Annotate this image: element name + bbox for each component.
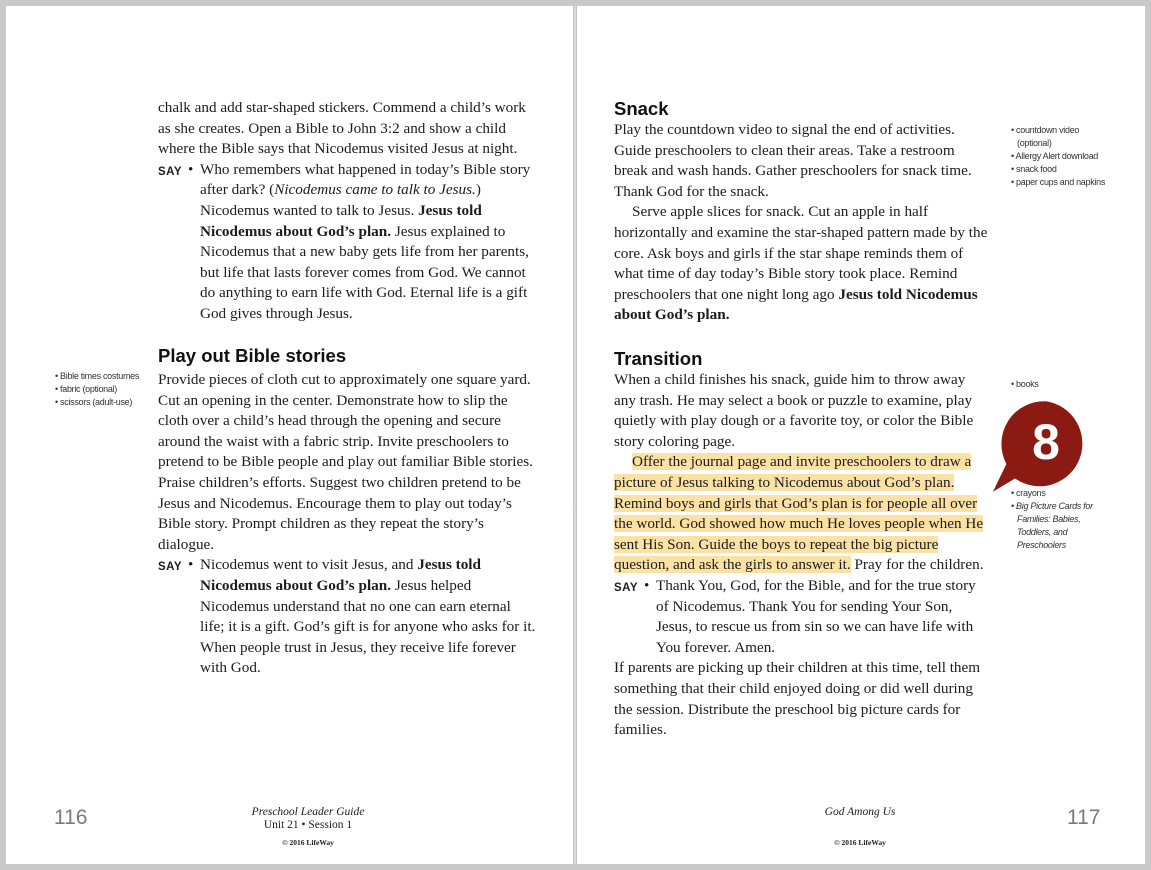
play-out-paragraph: Provide pieces of cloth cut to approximately one square yard. Cut an opening in the center. Demonstrate how to slip the cloth over a child’s head through the opening and secure around the waist with a fabric strip. Invite preschoolers to pretend to be Bible people and play out familiar Bible stories. Praise children’s efforts. Suggest two children pretend to be Jesus and Nicodemus. Encourage them to play out today’s Bible story. Prompt children as they repeat the story’s dialogue. (158, 371, 533, 553)
paragraph-text: Serve apple slices for snack. Cut an apple in half horizontally and examine the star-shaped pattern made by the core. Ask boys and girls if the star shape reminds them of what time of day today’s Bible story took place. Remind preschoolers that one night long ago (614, 203, 988, 303)
snack-supplies-list (1011, 124, 1105, 189)
supply-item: • Big Picture Cards for (1011, 501, 1093, 511)
play-out-content (158, 370, 538, 679)
left-content (158, 98, 538, 325)
supply-item: • crayons (1011, 488, 1046, 498)
snack-content (614, 120, 989, 326)
page-number: 117 (1067, 806, 1101, 829)
section-heading-play-out: Play out Bible stories (158, 345, 347, 366)
say-block: SAY • Thank You, God, for the Bible, and for the true story of Nicodemus. Thank You for sending Your Son, Jesus, to rescue us from sin so we can have life with You forever. Amen. (614, 576, 989, 658)
say-text-part: Jesus explained to Nicodemus that a new baby gets life from her parents, but life that lasts forever comes from God. We cannot do anything to earn life with God. Eternal life is a gift God gives through Jesus. (200, 222, 529, 322)
say-label: SAY (158, 165, 183, 178)
paragraph-text: Pray for the children. (850, 556, 984, 574)
say-text (200, 160, 538, 325)
say-text-part: Nicodemus went to visit Jesus, and (200, 556, 418, 574)
book-title: God Among Us (824, 806, 896, 818)
right-page (577, 6, 1145, 864)
supply-item: Toddlers, and (1017, 527, 1068, 537)
say-text: Thank You, God, for the Bible, and for the true story of Nicodemus. Thank You for sending Your Son, Jesus, to rescue us from sin so we can have life with You forever. Amen. (656, 576, 976, 656)
copyright: © 2016 LifeWay (282, 838, 334, 847)
step-callout (987, 388, 1103, 504)
section-heading-transition: Transition (614, 348, 703, 369)
highlighted-text: Offer the journal page and invite preschoolers to draw a picture of Jesus talking to Nicodemus about God’s plan. Remind boys and girls that God’s plan is for people all over the world. God showed how much He loves people when He sent His Son. Guide the boys to repeat the big picture question, and ask the girls to answer it. (614, 453, 984, 574)
supply-item: • fabric (optional) (55, 384, 117, 394)
guide-title: Preschool Leader Guide (251, 806, 365, 818)
left-page (6, 6, 573, 864)
supplies-list (55, 370, 139, 409)
supply-item: • Allergy Alert download (1011, 151, 1099, 161)
say-block: SAY • Who remembers what happened in today’s Bible story after dark? (Nicodemus came to talk to Jesus.) Nicodemus wanted to talk to Jesus. Jesus told Nicodemus about God’s plan. Jesus explained to Nicodemus that a new baby gets life from her parents, but life that lasts forever comes from God. We cannot do anything to earn life with God. Eternal life is a gift God gives through Jesus. (158, 160, 538, 325)
continuation-paragraph: chalk and add star-shaped stickers. Commend a child’s work as she creates. Open a Bible to John 3:2 and show a child where the Bible says that Nicodemus visited Jesus at night. (158, 99, 526, 158)
snack-paragraph (614, 202, 989, 326)
supply-item: • books (1011, 379, 1039, 389)
snack-paragraph: Play the countdown video to signal the end of activities. Guide preschoolers to clean their areas. Take a restroom break and wash hands. Gather preschoolers for snack time. Thank God for the snack. (614, 121, 972, 200)
transition-paragraph: If parents are picking up their children at this time, tell them something that their child enjoyed doing or did well during the session. Distribute the preschool big picture cards for families. (614, 659, 981, 739)
transition-paragraph: When a child finishes his snack, guide him to throw away any trash. He may select a book or puzzle to examine, play quietly with play dough or a favorite toy, or color the Bible story coloring page. (614, 371, 974, 450)
supply-item: • paper cups and napkins (1011, 177, 1106, 187)
say-text-part: ) Nicodemus wanted to talk to Jesus. (200, 181, 481, 219)
say-text-italic: Nicodemus came to talk to Jesus. (274, 181, 476, 199)
left-footer (208, 806, 408, 849)
say-text-part: Jesus helped Nicodemus understand that no one can earn eternal life; it is a gift. God’s gift is for anyone who asks for it. When people trust in Jesus, they receive life forever with God. (200, 576, 536, 677)
supply-item: • snack food (1011, 164, 1057, 174)
unit-session: Unit 21 • Session 1 (263, 819, 353, 831)
section-heading-snack: Snack (614, 98, 669, 119)
key-statement: Jesus told Nicodemus about God’s plan. (200, 556, 481, 594)
say-label: SAY (158, 561, 183, 574)
right-footer (760, 806, 960, 849)
supply-item: (optional) (1017, 138, 1052, 148)
supply-item: Preschoolers (1017, 540, 1066, 550)
say-text-part: Who remembers what happened in today’s Bible story after dark? ( (200, 160, 531, 199)
supply-item: • scissors (adult-use) (55, 397, 133, 407)
callout-number: 8 (1032, 414, 1060, 470)
say-block: SAY • Nicodemus went to visit Jesus, and Jesus told Nicodemus about God’s plan. Jesus helped Nicodemus understand that no one can earn eternal life; it is a gift. God’s gift is for anyone who asks for it. When people trust in Jesus, they receive life forever with God. (158, 555, 538, 679)
page-number: 116 (54, 806, 88, 829)
supply-item: • Bible times costumes (55, 371, 140, 381)
key-statement: Jesus told Nicodemus about God’s plan. (614, 285, 978, 324)
transition-paragraph (614, 452, 989, 576)
transition-content (614, 370, 989, 741)
key-statement: Jesus told Nicodemus about God’s plan. (200, 201, 482, 240)
say-text (200, 555, 538, 679)
supply-item: • countdown video (1011, 125, 1080, 135)
copyright: © 2016 LifeWay (834, 838, 886, 847)
say-label: SAY (614, 581, 639, 594)
supply-item: Families: Babies, (1017, 514, 1081, 524)
